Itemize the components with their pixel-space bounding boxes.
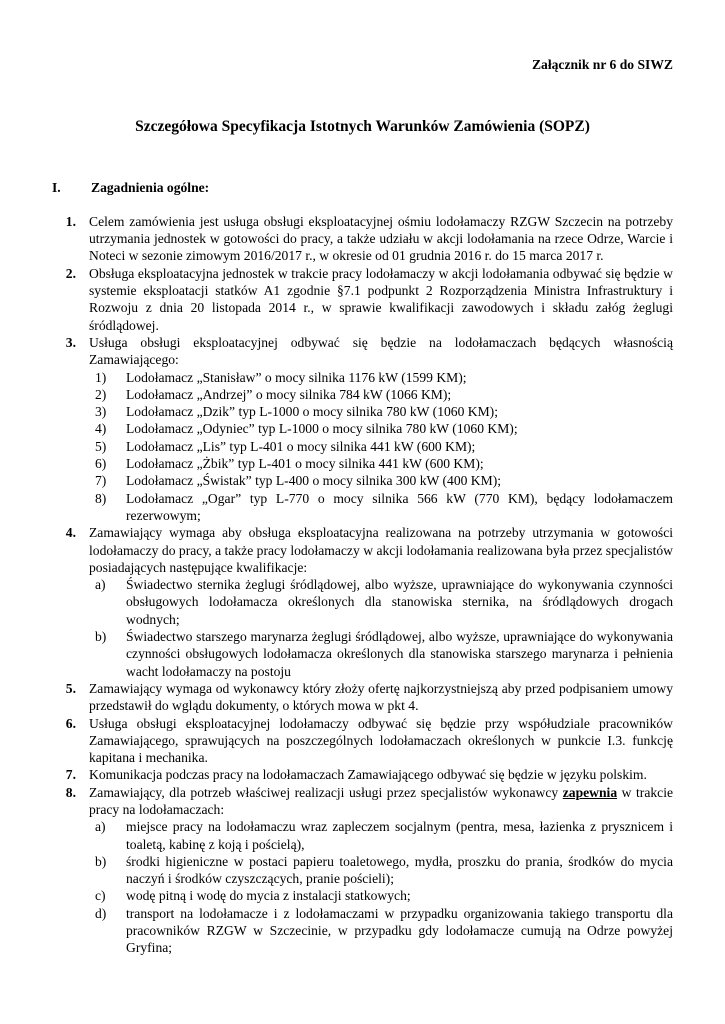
list-item: [52, 784, 673, 957]
annex-label: Załącznik nr 6 do SIWZ: [531, 57, 673, 72]
item-text: Celem zamówienia jest usługa obsługi eksploatacyjnej ośmiu lodołamaczy RZGW Szczecin na potrzeby utrzymania jednostek w gotowości do pracy, a także udziału w akcji lodołamania na rzece Odrze, Warcie i Noteci w sezonie zimowym 2016/2017 r., w okresie od 01 grudnia 2016 r. do 15 marca 2017 r.: [89, 213, 673, 264]
sub-item-text: Lodołamacz „Odyniec” typ L-1000 o mocy silnika 780 kW (1060 KM);: [126, 421, 518, 437]
sub-item: [89, 576, 673, 628]
item-text: [89, 784, 673, 819]
sub-item: [89, 386, 673, 403]
sub-item: [89, 887, 673, 904]
sub-item-text: Lodołamacz „Andrzej” o mocy silnika 784 kW (1066 KM);: [126, 386, 452, 402]
item-text: Komunikacja podczas pracy na lodołamaczach Zamawiającego odbywać się będzie w języku polskim.: [89, 767, 647, 783]
sub-item-text: transport na lodołamacze i z lodołamaczami w przypadku organizowania takiego transportu dla pracowników RZGW w Szczecinie, w przypadku gdy lodołamacze cumują na Odrze powyżej Gryfina;: [126, 905, 673, 956]
sub-item-number: 8): [95, 490, 107, 506]
sub-item-text: Lodołamacz „Ogar” typ L-770 o mocy silnika 566 kW (770 KM), będący lodołamaczem rezerwowym;: [126, 490, 673, 523]
sub-item: [89, 490, 673, 525]
sub-item-text: miejsce pracy na lodołamaczu wraz zapleczem socjalnym (pentra, mesa, łazienka z prysznicem i toaletą, kabinę z koją i pościelą),: [126, 819, 673, 852]
sub-item-text: Lodołamacz „Lis” typ L-401 o mocy silnika 441 kW (600 KM);: [126, 438, 476, 454]
list-item: [52, 766, 673, 783]
list-item: [52, 265, 673, 334]
item-number: 3.: [65, 334, 76, 350]
sub-item-text: Świadectwo starszego marynarza żeglugi śródlądowej, albo wyższe, uprawniające do wykonywania czynności obsługowych lodołamacza określonych dla stanowiska starszego marynarza i pełnienia wacht lodołamaczy na postoju: [126, 629, 673, 679]
item-number: 6.: [65, 715, 76, 731]
item-number: 7.: [65, 767, 76, 783]
list-item: [52, 334, 673, 524]
sub-item: [89, 455, 673, 472]
sub-item-number: c): [95, 888, 106, 904]
sub-item-number: a): [95, 819, 106, 835]
list-item: [52, 524, 673, 680]
section-heading: [52, 179, 673, 196]
document-title: Szczegółowa Specyfikacja Istotnych Warunków Zamówienia (SOPZ): [135, 118, 590, 136]
qualifications-list: [89, 576, 673, 680]
item-text: Obsługa eksploatacyjna jednostek w trakcie pracy lodołamaczy w akcji lodołamania odbywać się będzie w systemie eksploatacji statków A1 zgodnie §7.1 podpunkt 2 Rozporządzenia Ministra Infrastruktury i Rozwoju z dnia 20 listopada 2014 r., w sprawie kwalifikacji zawodowych i składu załóg żeglugi śródlądowej.: [89, 265, 673, 333]
sub-item: [89, 420, 673, 437]
item-number: 2.: [65, 265, 76, 281]
sub-item-text: Lodołamacz „Stanisław” o mocy silnika 1176 kW (1599 KM);: [126, 369, 467, 385]
item-text: Usługa obsługi eksploatacyjnej lodołamaczy odbywać się będzie przy współudziale pracowników Zamawiającego, sprawujących na poszczególnych lodołamaczach określonych w punkcie I.3. funkcję kapitana i mechanika.: [89, 715, 673, 766]
sub-item-number: a): [95, 577, 106, 593]
sub-item: [89, 853, 673, 888]
sub-item: [89, 369, 673, 386]
icebreaker-list: [89, 369, 673, 525]
sub-item: [89, 628, 673, 680]
sub-item-text: Lodołamacz „Dzik” typ L-1000 o mocy silnika 780 kW (1060 KM);: [126, 404, 498, 420]
sub-item-number: 2): [95, 386, 107, 402]
item-number: 5.: [65, 680, 76, 696]
item-number: 1.: [65, 213, 76, 229]
list-item: [52, 715, 673, 767]
section-number: I.: [52, 179, 61, 195]
sub-item-text: Lodołamacz „Żbik” typ L-401 o mocy silnika 441 kW (600 KM);: [126, 456, 484, 472]
sub-item-number: d): [95, 905, 107, 921]
item-text: Zamawiający wymaga aby obsługa eksploatacyjna realizowana na potrzeby utrzymania w gotowości lodołamaczy do pracy, a także pracy lodołamaczy w akcji lodołamania realizowana była przez specjalistów posiadających następujące kwalifikacje:: [89, 525, 673, 575]
item-text: Usługa obsługi eksploatacyjnej odbywać się będzie na lodołamaczach będących własnością Zamawiającego:: [89, 334, 673, 368]
emphasized-word: zapewnia: [562, 784, 618, 800]
sub-item-number: b): [95, 629, 107, 645]
provisions-list: [89, 818, 673, 956]
sub-item-text: Świadectwo sternika żeglugi śródlądowej, albo wyższe, uprawniające do wykonywania czynności obsługowych lodołamacza określonych dla stanowiska sternika, na śródlądowych drogach wodnych;: [126, 577, 673, 627]
sub-item-number: 4): [95, 421, 107, 437]
section-title: Zagadnienia ogólne:: [91, 179, 210, 195]
sub-item-number: 5): [95, 438, 107, 454]
sub-item-text: Lodołamacz „Świstak” typ L-400 o mocy silnika 300 kW (400 KM);: [126, 473, 502, 489]
sub-item-number: 6): [95, 456, 107, 472]
sub-item: [89, 403, 673, 420]
item-text: Zamawiający wymaga od wykonawcy który złoży ofertę najkorzystniejszą aby przed podpisaniem umowy przedstawił do wglądu dokumenty, o których mowa w pkt 4.: [89, 680, 673, 714]
sub-item-number: 3): [95, 404, 107, 420]
sub-item: [89, 905, 673, 957]
list-item: [52, 680, 673, 715]
sub-item-number: 1): [95, 369, 107, 385]
list-item: [52, 213, 673, 265]
item-number: 8.: [65, 784, 76, 800]
sub-item-number: b): [95, 853, 107, 869]
sub-item: [89, 818, 673, 853]
sub-item: [89, 472, 673, 489]
item-text-before: Zamawiający, dla potrzeb właściwej realizacji usługi przez specjalistów wykonawcy: [89, 784, 563, 800]
sub-item-text: wodę pitną i wodę do mycia z instalacji statkowych;: [126, 888, 411, 904]
sub-item-number: 7): [95, 473, 107, 489]
item-text-after: w trakcie pracy na lodołamaczach:: [89, 784, 673, 817]
item-number: 4.: [65, 525, 76, 541]
requirements-list: [52, 213, 673, 957]
sub-item: [89, 438, 673, 455]
sub-item-text: środki higieniczne w postaci papieru toaletowego, mydła, proszku do prania, środków do mycia naczyń i środków czyszczących, pranie pościeli);: [126, 853, 673, 887]
